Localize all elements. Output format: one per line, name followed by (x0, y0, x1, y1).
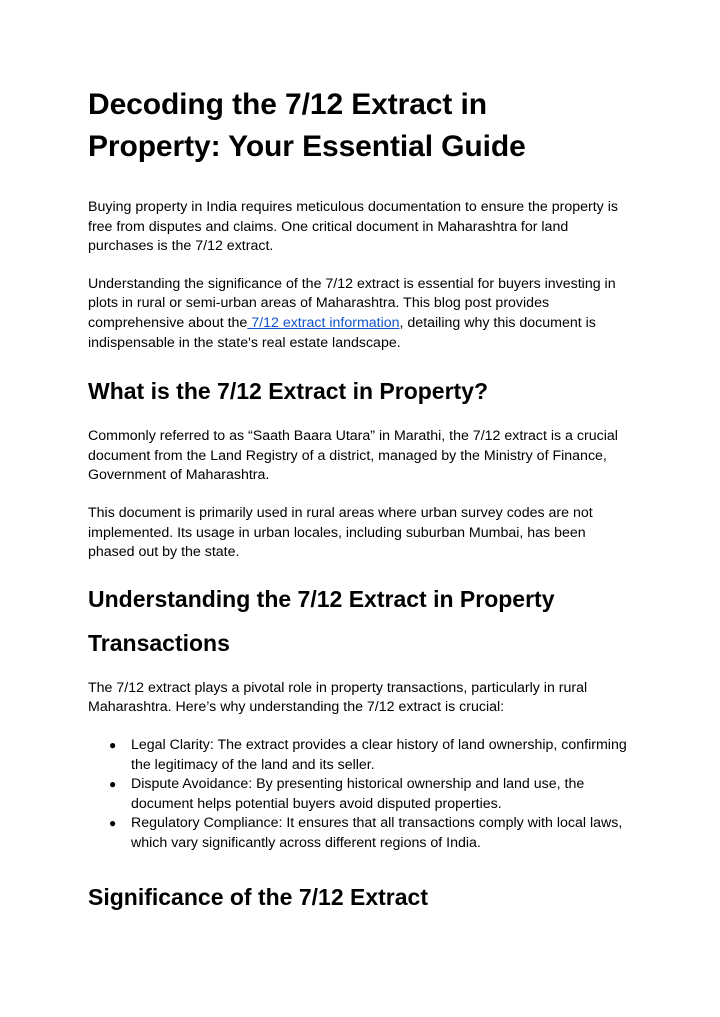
paragraph-spacer (88, 257, 632, 275)
heading-spacer (88, 413, 632, 427)
section-heading-understanding-line-1: Understanding the 7/12 Extract in Property (88, 585, 555, 612)
heading-spacer (88, 665, 632, 679)
bullet-icon: ● (109, 737, 117, 752)
paragraph-spacer (88, 486, 632, 504)
intro-paragraph-2 (88, 275, 632, 353)
section-spacer (88, 853, 632, 875)
list-item (88, 736, 632, 775)
intro-paragraph-1: Buying property in India requires meticulous documentation to ensure the property is free from disputes and claims. One critical document in Maharashtra for land purchases is the 7/12 extract. (88, 199, 618, 255)
section-1-paragraph-2: This document is primarily used in rural areas where urban survey codes are not implemented. Its usage in urban locales, including suburban Mumbai, has been phased out by the state. (88, 504, 593, 561)
extract-information-link[interactable]: 7/12 extract information (247, 314, 400, 331)
section-spacer (88, 353, 632, 369)
section-heading-understanding-line-2: Transactions (88, 629, 230, 656)
bullet-icon: ● (109, 816, 117, 831)
intro-paragraph-2-text-after: , detailing why this document is indispensable in the state's real estate landscape. (88, 314, 596, 351)
page-title-line-2: Property: Your Essential Guide (88, 130, 526, 163)
page-title (88, 84, 632, 168)
section-2-paragraph-1: The 7/12 extract plays a pivotal role in property transactions, particularly in rural Maharashtra. Here’s why understanding the 7/12 extract is crucial: (88, 679, 588, 716)
list-item (88, 775, 632, 814)
page-title-line-1: Decoding the 7/12 Extract in (88, 88, 487, 121)
bullet-icon: ● (109, 777, 117, 792)
list-item (88, 814, 632, 853)
section-spacer (88, 563, 632, 577)
paragraph-spacer (88, 718, 632, 736)
section-heading-significance: Significance of the 7/12 Extract (88, 884, 429, 911)
section-1-paragraph-1: Commonly referred to as “Saath Baara Utara” in Marathi, the 7/12 extract is a crucial document from the Land Registry of a district, managed by the Ministry of Finance, Government of Maharashtra. (88, 428, 618, 484)
bullet-list (88, 736, 632, 854)
intro-paragraph-2-text-before: Understanding the significance of the 7/12 extract is essential for buyers investing in plots in rural or semi-urban areas of Maharashtra. This blog post provides comprehensive about the (88, 275, 616, 331)
list-item-text: Regulatory Compliance: It ensures that all transactions comply with local laws, which vary significantly across different regions of India. (131, 815, 623, 851)
section-heading-what-is: What is the 7/12 Extract in Property? (88, 378, 489, 405)
list-item-text: Legal Clarity: The extract provides a clear history of land ownership, confirming the legitimacy of the land and its seller. (131, 736, 627, 773)
list-item-text: Dispute Avoidance: By presenting historical ownership and land use, the document helps potential buyers avoid disputed properties. (131, 776, 585, 812)
section-heading-understanding (88, 577, 632, 665)
